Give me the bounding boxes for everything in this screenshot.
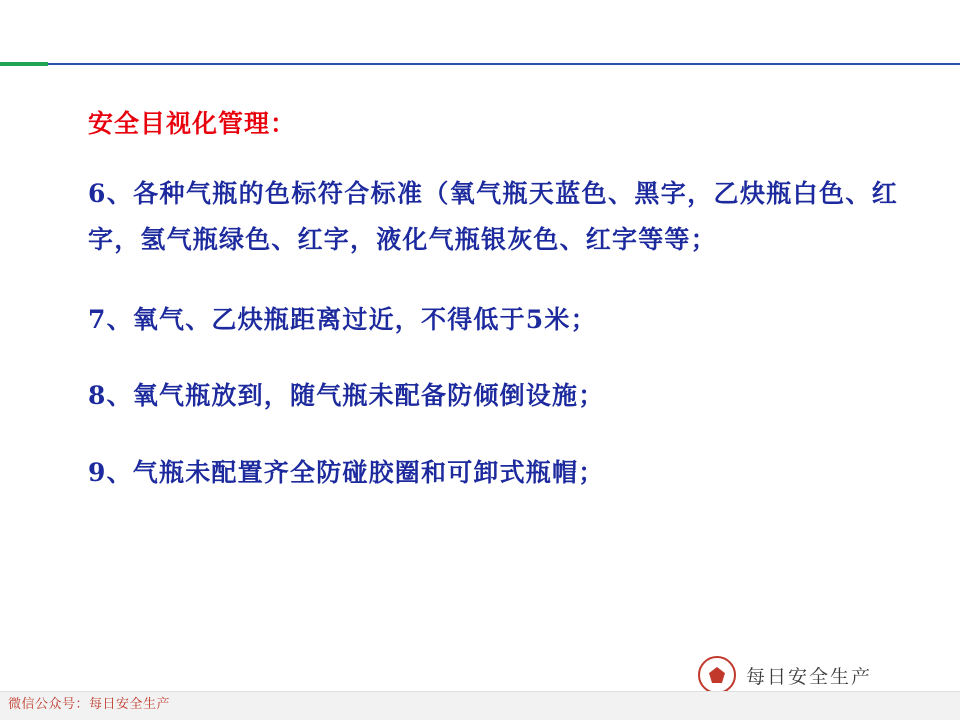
body-paragraph-9: 9、气瓶未配置齐全防碰胶圈和可卸式瓶帽；	[88, 457, 605, 487]
top-accent-rule-blue	[48, 63, 960, 65]
top-accent-rule-green	[0, 62, 48, 66]
body-paragraph-8: 8、氧气瓶放到，随气瓶未配备防倾倒设施；	[88, 381, 605, 411]
watermark-badge-label: 每日安全生产	[745, 665, 872, 688]
wechat-account-footnote: 微信公众号：每日安全生产	[8, 697, 171, 712]
body-paragraph-7: 7、氧气、乙炔瓶距离过近，不得低于5米；	[88, 305, 597, 334]
slide-heading: 安全目视化管理：	[88, 109, 297, 138]
body-paragraph-6: 6、各种气瓶的色标符合标准（氧气瓶天蓝色、黑字，乙炔瓶白色、红字，氢气瓶绿色、红字，液化气瓶银灰色、红字等等；	[88, 178, 898, 254]
watermark-badge	[698, 656, 872, 694]
slide-content	[88, 108, 898, 496]
star-seal-icon	[698, 656, 736, 694]
